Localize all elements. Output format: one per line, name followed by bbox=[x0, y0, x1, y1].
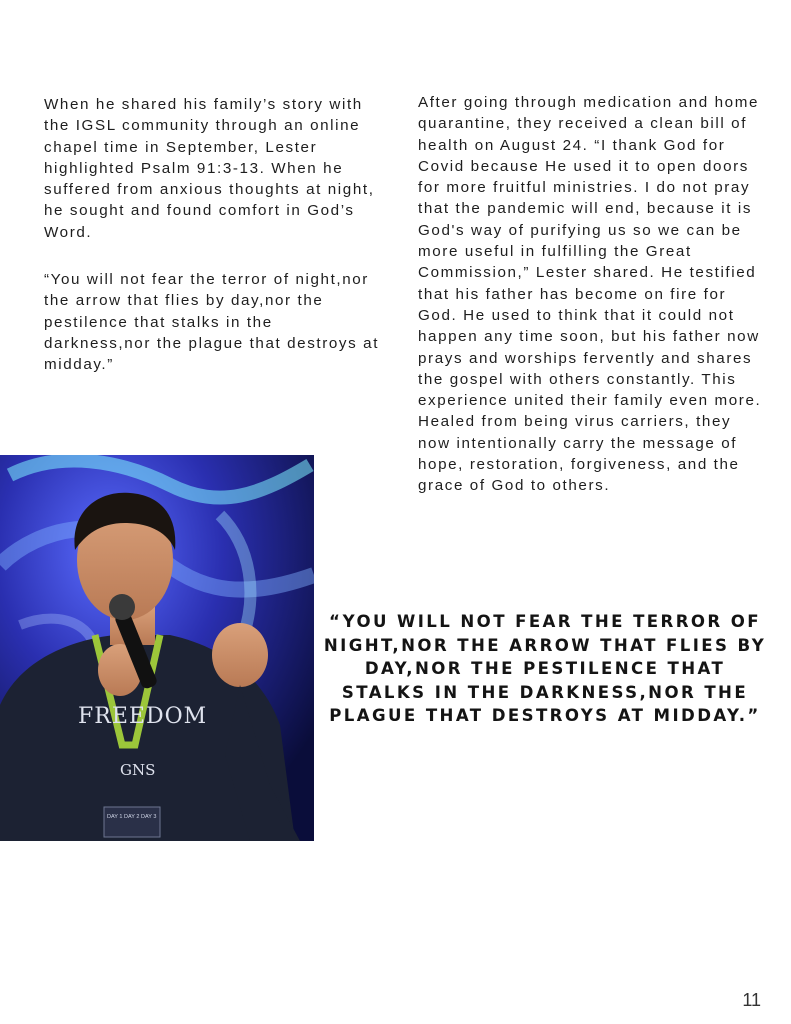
badge-label-1: DAY 1 bbox=[107, 814, 123, 820]
lanyard-text: GNS bbox=[120, 761, 156, 779]
badge-label-2: DAY 2 bbox=[124, 814, 140, 820]
right-column bbox=[418, 92, 768, 497]
page-number: 11 bbox=[742, 990, 761, 1010]
left-column bbox=[44, 94, 384, 376]
badge-label-3: DAY 3 bbox=[141, 814, 157, 820]
shirt-text: FREEDOM bbox=[78, 704, 208, 729]
psalm-quote-paragraph: “You will not fear the terror of night,nor the arrow that flies by day,nor the pestilence that stalks in the darkness,nor the plague that destroys at midday.” bbox=[44, 271, 380, 374]
story-paragraph: When he shared his family’s story with the IGSL community through an online chapel time in September, Lester highlighted Psalm 91:3-13. When he suffered from anxious thoughts at night, he sought and found comfort in God’s Word. bbox=[44, 96, 375, 241]
speaker-photo bbox=[0, 455, 314, 841]
testimony-paragraph: After going through medication and home quarantine, they received a clean bill of health on August 24. “I thank God for Covid because He used it to open doors for more fruitful ministries. I do not pray that the pandemic will end, because it is God's way of purifying us so we can be more useful in fulfilling the Great Commission,” Lester shared. He testified that his father has become on fire for God. He used to think that it could not happen any time soon, but his father now prays and worships fervently and shares the gospel with others constantly. This experience united their family even more. Healed from being virus carriers, they now intentionally carry the message of hope, restoration, forgiveness, and the grace of God to others. bbox=[418, 94, 762, 495]
pull-quote: “YOU WILL NOT FEAR THE TERROR OF NIGHT,NOR THE ARROW THAT FLIES BY DAY,NOR THE PESTILENCE THAT STALKS IN THE DARKNESS,NOR THE PLAGUE THAT DESTROYS AT MIDDAY.” bbox=[323, 612, 767, 726]
